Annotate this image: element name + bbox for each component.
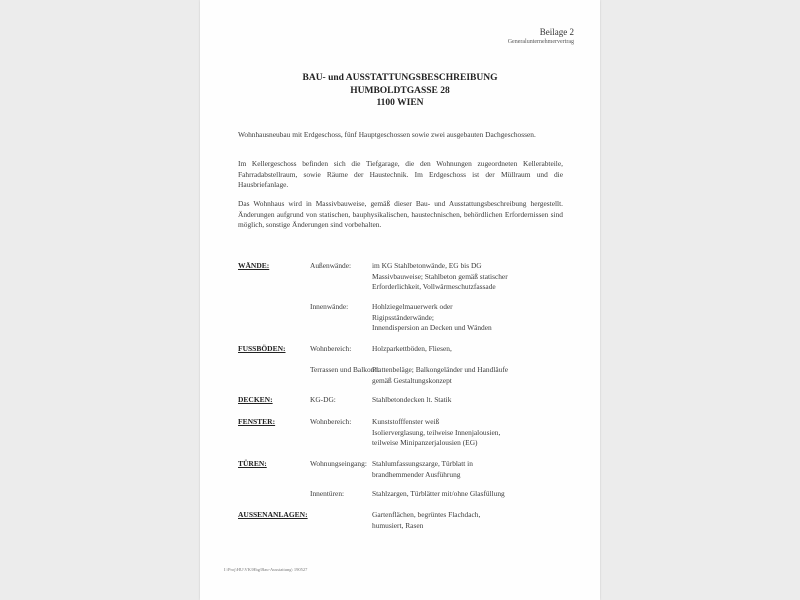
label-terrassen-balkone: Terrassen und Balkone: — [310, 365, 380, 374]
intro-paragraph-1: Wohnhausneubau mit Erdgeschoss, fünf Hauptgeschossen sowie zwei ausgebauten Dachgeschossen. — [238, 130, 536, 139]
label-wohnbereich-boden: Wohnbereich: — [310, 344, 352, 353]
label-kg-dg: KG-DG: — [310, 395, 336, 404]
label-innentueren: Innentüren: — [310, 489, 345, 498]
heading-decken: DECKEN: — [238, 395, 273, 404]
document-title: BAU- und AUSSTATTUNGSBESCHREIBUNG — [302, 73, 498, 83]
value-innentueren: Stahlzargen, Türblätter mit/ohne Glasfüllung — [372, 489, 505, 498]
label-innenwaende: Innenwände: — [310, 302, 349, 311]
label-wohnungseingang: Wohnungseingang: — [310, 459, 367, 468]
label-wohnbereich-fenster: Wohnbereich: — [310, 417, 352, 426]
heading-tueren: TÜREN: — [238, 459, 267, 468]
value-wohnbereich-boden: Holzparkettböden, Fliesen, — [372, 344, 452, 353]
file-path-footer: I:\Proj\HU\VK\Hbg\Bau-Ausstattung\ 190527 — [224, 567, 308, 572]
value-aussenwaende: im KG Stahlbetonwände, EG bis DG Massivbauweise; Stahlbeton gemäß statischer Erforderlichkeit, Vollwärmeschutzfassade — [372, 261, 508, 291]
document-city: 1100 WIEN — [376, 98, 424, 108]
heading-fenster: FENSTER: — [238, 417, 276, 426]
document-address: HUMBOLDTGASSE 28 — [350, 86, 450, 96]
value-wohnungseingang: Stahlumfassungszarge, Türblatt in brandhemmender Ausführung — [372, 459, 473, 479]
heading-aussenanlagen: AUSSENANLAGEN: — [238, 510, 308, 519]
intro-paragraph-3: Das Wohnhaus wird in Massivbauweise, gemäß dieser Bau- und Ausstattungsbeschreibung hergestellt. Änderungen aufgrund von statischen, bauphysikalischen, haustechnischen, behördlichen Erfordernissen sind möglich, sonstige Änderungen sind vorbehalten. — [238, 199, 563, 229]
document-page — [200, 0, 600, 600]
value-innenwaende: Hohlziegelmauerwerk oder Rigipsständerwände; Innendispersion an Decken und Wänden — [372, 302, 492, 332]
value-terrassen-balkone: Plattenbeläge; Balkongeländer und Handläufe gemäß Gestaltungskonzept — [372, 365, 509, 385]
heading-waende: WÄNDE: — [238, 261, 270, 270]
label-aussenwaende: Außenwände: — [310, 261, 352, 270]
beilage-label: Beilage 2 — [539, 27, 574, 37]
contract-label: Generalunternehmervertrag — [507, 39, 574, 45]
value-aussenanlagen: Gartenflächen, begrüntes Flachdach, humusiert, Rasen — [372, 510, 481, 530]
heading-fussboeden: FUSSBÖDEN: — [238, 344, 286, 353]
value-fenster: Kunststofffenster weiß Isolierverglasung, teilweise Innenjalousien, teilweise Minipanzerjalousien (EG) — [372, 417, 501, 447]
value-decken: Stahlbetondecken lt. Statik — [372, 395, 452, 404]
intro-paragraph-2: Im Kellergeschoss befinden sich die Tiefgarage, die den Wohnungen zugeordneten Kellerabteile, Fahrradabstellraum, sowie Räume der Haustechnik. Im Erdgeschoss ist der Müllraum und die Hausbriefanlage. — [238, 159, 563, 189]
